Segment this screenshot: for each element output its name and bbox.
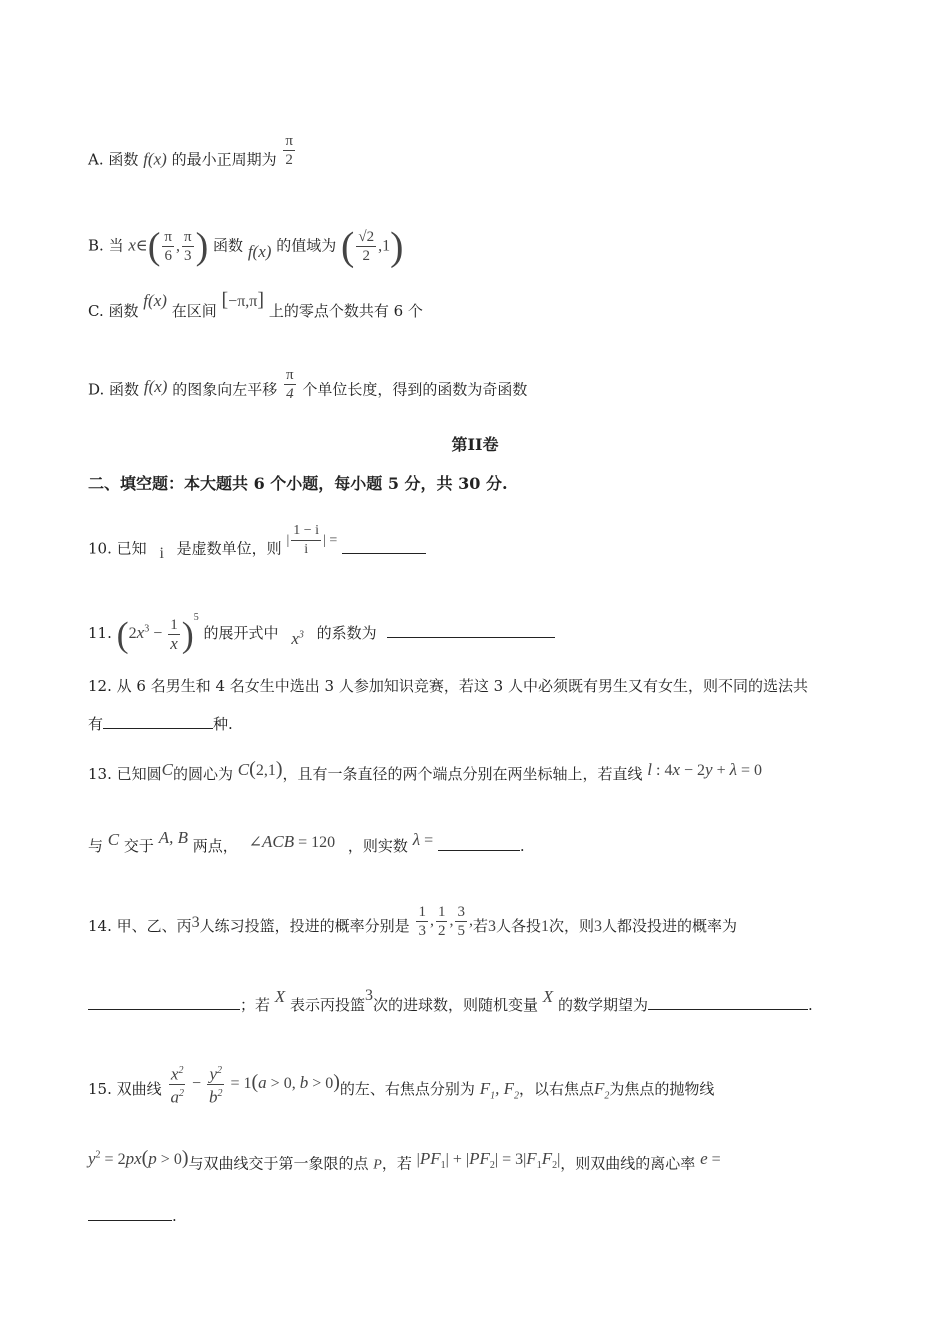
- question-13-line1: 13. 已知圆C的圆心为 C(2,1)，且有一条直径的两个端点分别在两坐标轴上，若直线 l : 4x − 2y + λ = 0: [88, 758, 763, 783]
- answer-blank[interactable]: [88, 995, 240, 1010]
- answer-blank[interactable]: [387, 623, 555, 638]
- math-fx: f(x): [143, 291, 167, 310]
- option-b: B. 当 x∈( $\frac{\pi}{6}$ , $\frac{\pi}{3}$ ) 函数 f(x) 的值域为 ( $\frac{√2}{2}$ ,1): [88, 223, 404, 269]
- math-foci: $F_1$, $F_2$: [479, 1078, 519, 1102]
- math-pi-over-4: $\frac{\pi}{4}$: [286, 367, 294, 402]
- question-15-line1: 15. 双曲线 $\frac{x^2}{a^2}$ − $\frac{y^2}{b^2}$ = 1(a > 0, b > 0)的左、右焦点分别为 $F_1$, $F_2$，以右焦点$F_2$为焦点的抛物线: [88, 1068, 714, 1112]
- question-14-line1: 14. 甲、乙、丙3人练习投篮，投进的概率分别是 $\frac{1}{3}$ , $\frac{1}{2}$ , $\frac{3}{5}$ ,若3人各投1次，则3人都没投进的概率为: [88, 904, 738, 939]
- question-14-line2: ；若 X 表示丙投篮3次的进球数，则随机变量 X 的数学期望为 .: [88, 995, 813, 1016]
- option-d: D. 函数 f(x) 的图象向左平移 $\frac{\pi}{4}$ 个单位长度，得到的函数为奇函数: [88, 367, 528, 402]
- part-title: 第II卷: [451, 435, 499, 454]
- option-label: C.: [88, 302, 104, 320]
- question-10: 10. 已知 i 是虚数单位，则 | $\frac{1 - i}{i}$ | =: [88, 532, 426, 569]
- answer-blank[interactable]: [88, 1206, 172, 1221]
- option-label: B.: [88, 236, 104, 255]
- question-15-line2: $y^2 = 2px(p > 0)$与双曲线交于第一象限的点 P，若 $|PF_1| + |PF_2| = 3|F_1F_2|$，则双曲线的离心率 e =: [88, 1147, 721, 1173]
- option-label: A.: [88, 150, 104, 169]
- math-condition: $|PF_1| + |PF_2| = 3|F_1F_2|$: [416, 1149, 561, 1172]
- math-point-p: P: [373, 1157, 382, 1173]
- question-13-line2: 与 C 交于 A, B 两点， ∠ACB = 120 ，则实数 λ = .: [88, 828, 525, 855]
- question-11: 11. ($2x^3$ − $\frac{1}{x}$ )$^5$ 的展开式中 $x^3$ 的系数为: [88, 616, 555, 653]
- option-a: A. 函数 f(x) 的最小正周期为 $\frac{\pi}{2}$: [88, 133, 293, 169]
- math-line-l: l : 4x − 2y + λ = 0: [647, 760, 763, 779]
- answer-blank[interactable]: [103, 714, 213, 729]
- math-binomial: ($2x^3$ − $\frac{1}{x}$ )$^5$: [116, 611, 199, 655]
- math-e: e: [700, 1149, 708, 1169]
- math-lambda: λ: [412, 830, 421, 849]
- math-fx: f(x): [143, 376, 168, 396]
- math-hyperbola: $\frac{x^2}{a^2}$ − $\frac{y^2}{b^2}$ = 1(a > 0, b > 0): [166, 1075, 339, 1092]
- math-interval: [−π,π]: [221, 289, 265, 311]
- math-x-in-interval: x: [128, 235, 136, 255]
- math-c: C: [161, 760, 173, 779]
- option-c: C. 函数 f(x) 在区间 [−π,π] 上的零点个数共有 6 个: [88, 289, 423, 320]
- math-fx: f(x): [143, 149, 167, 169]
- math-abs-fraction: | $\frac{1 - i}{i}$ | =: [286, 523, 338, 557]
- math-pi-over-2: $\frac{\pi}{2}$: [285, 133, 293, 168]
- math-x-cubed: $x^3$: [291, 629, 304, 649]
- math-range: $\frac{√2}{2}$: [358, 229, 375, 264]
- section-heading: 二、填空题：本大题共 6 个小题，每小题 5 分，共 30 分.: [88, 474, 508, 493]
- question-15-line3: .: [88, 1206, 177, 1226]
- math-ab: A, B: [158, 828, 188, 847]
- math-x-var: X: [274, 987, 286, 1006]
- math-probabilities: $\frac{1}{3}$ , $\frac{1}{2}$ , $\frac{3}{5}$ ,: [418, 904, 473, 939]
- question-12-line1: 12. 从 6 名男生和 4 名女生中选出 3 人参加知识竞赛，若这 3 人中必须既有男生又有女生，则不同的选法共: [88, 677, 808, 695]
- math-center: C(2,1): [237, 758, 283, 780]
- math-c: C: [107, 830, 120, 849]
- answer-blank[interactable]: [438, 836, 520, 851]
- math-fx: f(x): [247, 241, 272, 261]
- math-angle: ∠ACB = 120: [248, 832, 336, 851]
- math-i: i: [159, 544, 164, 562]
- question-12-line2: 有 种.: [88, 715, 233, 733]
- math-x-var: X: [542, 987, 554, 1006]
- option-label: D.: [88, 380, 105, 399]
- answer-blank[interactable]: [648, 995, 808, 1010]
- answer-blank[interactable]: [342, 539, 426, 554]
- math-parabola: $y^2 = 2px(p > 0)$: [88, 1147, 189, 1170]
